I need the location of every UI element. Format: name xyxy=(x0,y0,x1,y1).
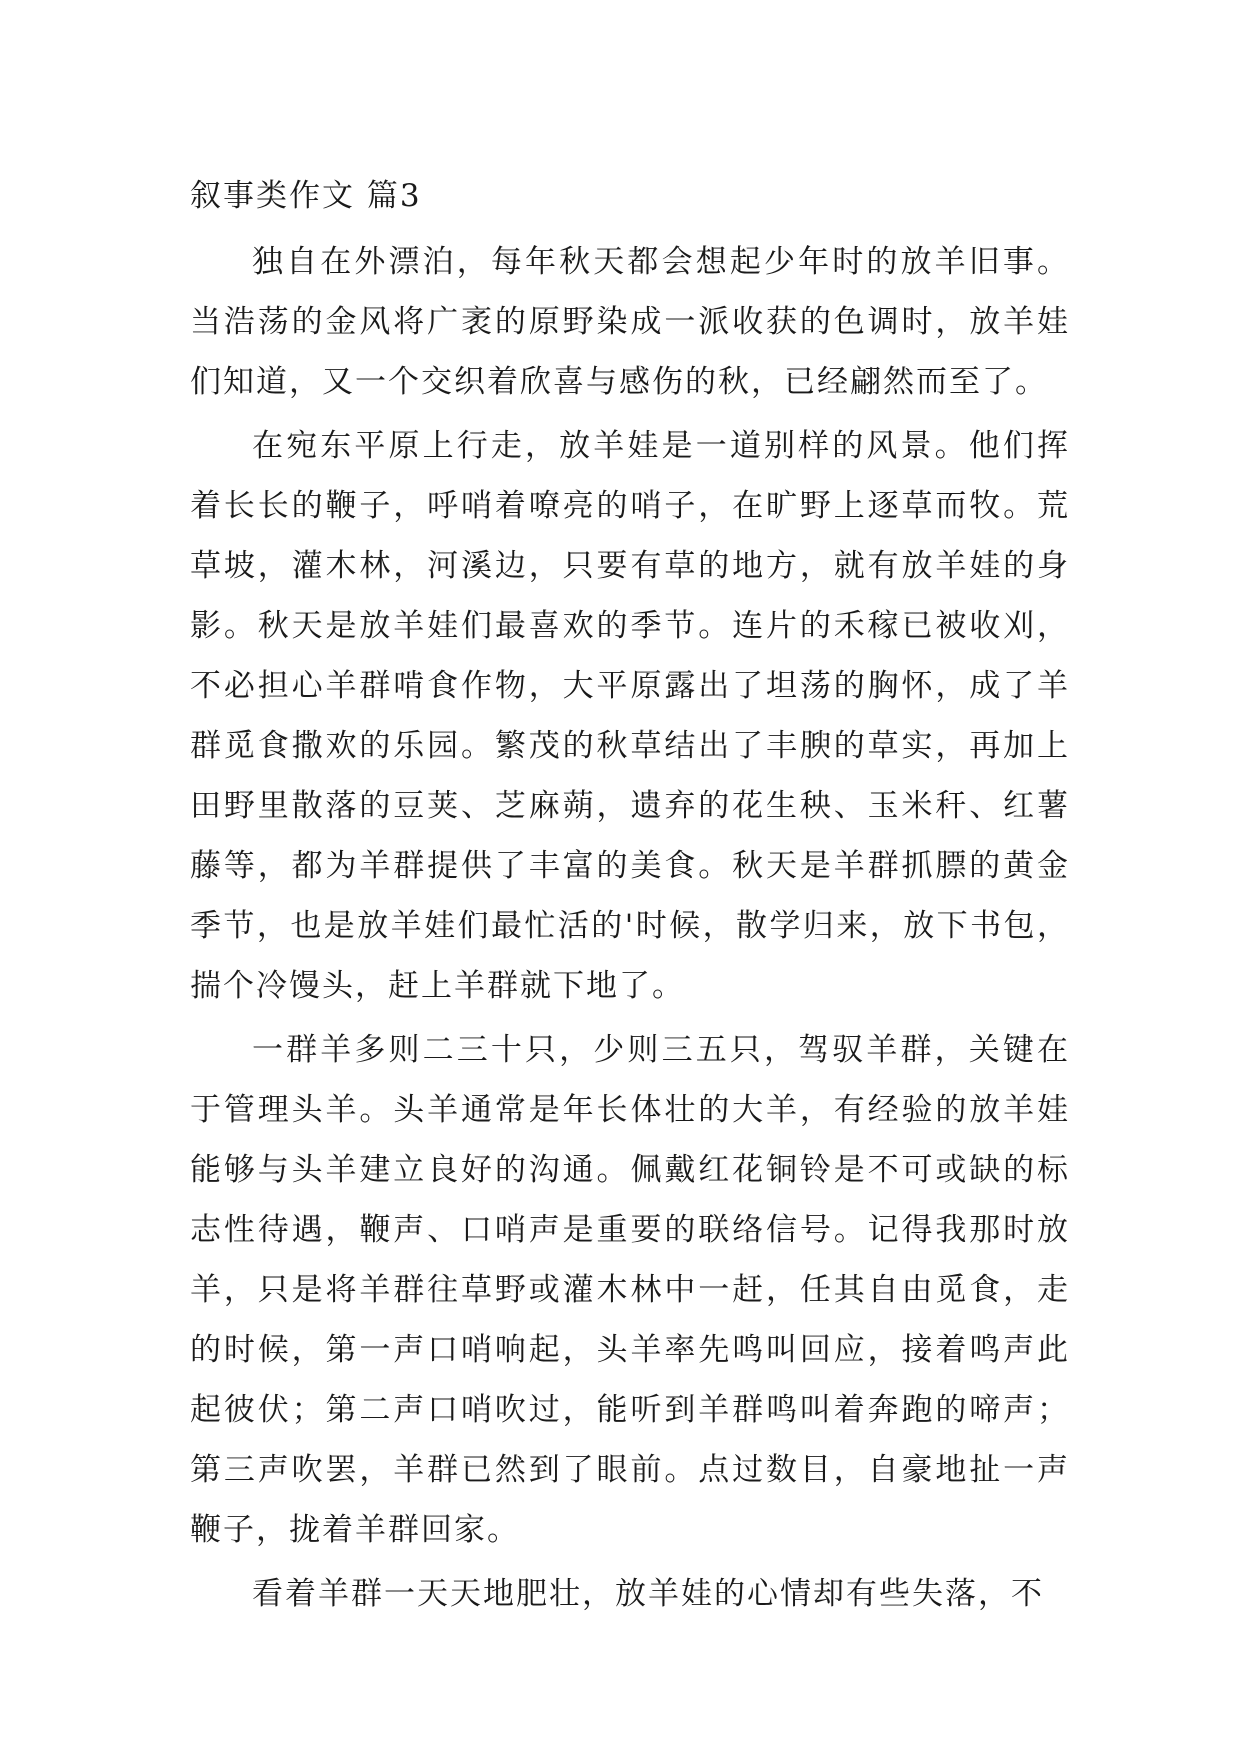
paragraph: 一群羊多则二三十只，少则三五只，驾驭羊群，关键在于管理头羊。头羊通常是年长体壮的大羊，有经验的放羊娃能够与头羊建立良好的沟通。佩戴红花铜铃是不可或缺的标志性待遇，鞭声、口哨声是重要的联络信号。记得我那时放羊，只是将羊群往草野或灌木林中一赶，任其自由觅食，走的时候，第一声口哨响起，头羊率先鸣叫回应，接着鸣声此起彼伏；第二声口哨吹过，能听到羊群鸣叫着奔跑的啼声；第三声吹罢，羊群已然到了眼前。点过数目，自豪地扯一声鞭子，拢着羊群回家。 xyxy=(190,1032,1070,1548)
paragraph: 看着羊群一天天地肥壮，放羊娃的心情却有些失落，不 xyxy=(252,1576,1044,1612)
document-title: 叙事类作文 篇3 xyxy=(190,178,422,214)
paragraph: 独自在外漂泊，每年秋天都会想起少年时的放羊旧事。当浩荡的金风将广袤的原野染成一派收获的色调时，放羊娃们知道，又一个交织着欣喜与感伤的秋，已经翩然而至了。 xyxy=(190,244,1070,400)
paragraph: 在宛东平原上行走，放羊娃是一道别样的风景。他们挥着长长的鞭子，呼哨着嘹亮的哨子，在旷野上逐草而牧。荒草坡，灌木林，河溪边，只要有草的地方，就有放羊娃的身影。秋天是放羊娃们最喜欢的季节。连片的禾稼已被收刈，不必担心羊群啃食作物，大平原露出了坦荡的胸怀，成了羊群觅食撒欢的乐园。繁茂的秋草结出了丰腴的草实，再加上田野里散落的豆荚、芝麻蒴，遗弃的花生秧、玉米秆、红薯藤等，都为羊群提供了丰富的美食。秋天是羊群抓膘的黄金季节，也是放羊娃们最忙活的'时候，散学归来，放下书包，揣个冷馒头，赶上羊群就下地了。 xyxy=(190,428,1070,1004)
document-body xyxy=(190,166,1070,1628)
